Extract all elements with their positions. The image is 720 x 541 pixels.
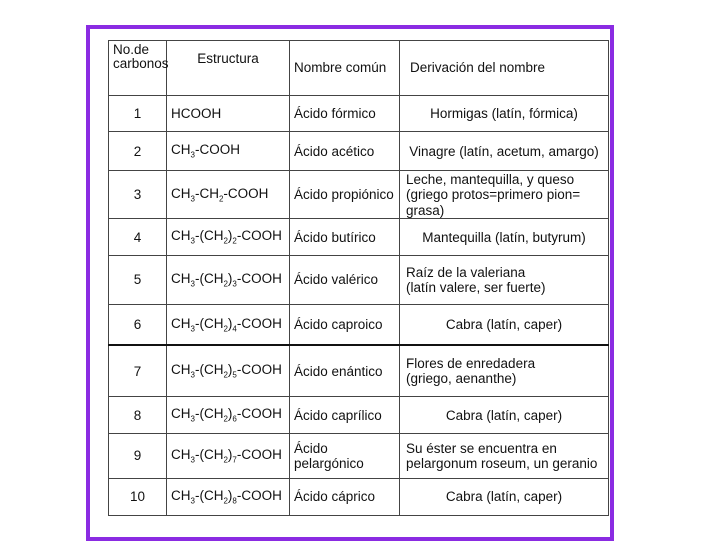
structure-text: -(CH [194, 487, 224, 503]
derivation-line: (griego protos=primero pion= grasa) [406, 187, 581, 218]
derivation-line: Cabra (latín, caper) [445, 489, 563, 505]
derivation-line: Cabra (latín, caper) [445, 407, 563, 423]
structure-subscript: 2 [218, 194, 224, 204]
structure-text: -COOH [194, 142, 240, 158]
common-name-cell: Ácido acético [290, 132, 400, 171]
structure-cell [167, 304, 290, 345]
structure-text: CH [171, 185, 191, 201]
carbon-count-cell: 1 [109, 96, 167, 132]
structure-text: -COOH [236, 447, 282, 463]
structure-text: -COOH [236, 406, 282, 422]
table-row [109, 345, 609, 396]
structure-cell [167, 256, 290, 304]
table-row [109, 397, 609, 434]
header-structure: Estructura [167, 41, 290, 96]
derivation-cell [400, 397, 609, 434]
structure-subscript: 3 [190, 415, 195, 425]
structure-text: -(CH [194, 447, 224, 463]
common-name-cell: Ácido caproico [290, 304, 400, 345]
structure-subscript: 3 [232, 279, 237, 289]
structure-subscript: 3 [190, 496, 195, 506]
derivation-cell [400, 304, 609, 345]
structure-text: -(CH [194, 228, 224, 244]
derivation-cell [400, 171, 609, 219]
structure-text: ) [227, 228, 233, 244]
common-name-cell: Ácido butírico [290, 219, 400, 256]
table-row [109, 96, 609, 132]
derivation-line: Su éster se encuentra en [406, 440, 557, 456]
structure-subscript: 2 [223, 324, 228, 334]
table-row [109, 256, 609, 304]
structure-subscript: 5 [232, 371, 237, 381]
structure-subscript: 3 [190, 371, 195, 381]
header-common-name: Nombre común [290, 41, 400, 96]
structure-text: -CH [194, 185, 219, 201]
derivation-cell [400, 256, 609, 304]
common-name-cell: Ácido caprílico [290, 397, 400, 434]
common-name-cell: Ácido valérico [290, 256, 400, 304]
structure-subscript: 3 [190, 324, 195, 334]
structure-text: -(CH [194, 271, 224, 287]
structure-cell [167, 434, 290, 478]
derivation-line: Vinagre (latín, acetum, amargo) [409, 143, 599, 159]
structure-text: CH [171, 362, 191, 378]
common-name-cell: Ácido cáprico [290, 478, 400, 515]
carbon-count-cell: 3 [109, 171, 167, 219]
structure-text: ) [227, 447, 233, 463]
structure-text: CH [171, 228, 191, 244]
structure-text: HCOOH [171, 105, 222, 121]
table-row [109, 132, 609, 171]
structure-text: -COOH [223, 185, 269, 201]
structure-subscript: 3 [190, 279, 195, 289]
structure-cell [167, 345, 290, 396]
header-derivation: Derivación del nombre [400, 41, 609, 96]
derivation-line: Leche, mantequilla, y queso [406, 171, 575, 187]
header-row [109, 41, 609, 96]
carbon-count-cell: 6 [109, 304, 167, 345]
common-name-cell: Ácido enántico [290, 345, 400, 396]
structure-text: CH [171, 142, 191, 158]
derivation-line: Raíz de la valeriana [406, 264, 526, 280]
structure-text: CH [171, 447, 191, 463]
derivation-cell [400, 132, 609, 171]
structure-subscript: 3 [190, 455, 195, 465]
structure-subscript: 2 [223, 371, 228, 381]
structure-subscript: 2 [223, 279, 228, 289]
structure-text: -COOH [236, 271, 282, 287]
derivation-line: Flores de enredadera [406, 355, 536, 371]
table-row [109, 171, 609, 219]
structure-cell [167, 397, 290, 434]
table-row [109, 434, 609, 478]
header-carbons: No.de carbonos [109, 41, 167, 96]
derivation-cell [400, 96, 609, 132]
derivation-line: (latín valere, ser fuerte) [406, 280, 546, 296]
common-name-cell: Ácido pelargónico [290, 434, 400, 478]
carbon-count-cell: 2 [109, 132, 167, 171]
derivation-cell [400, 219, 609, 256]
common-name-cell: Ácido fórmico [290, 96, 400, 132]
structure-cell [167, 96, 290, 132]
structure-cell [167, 219, 290, 256]
structure-text: -(CH [194, 406, 224, 422]
structure-subscript: 2 [223, 415, 228, 425]
structure-subscript: 3 [190, 194, 195, 204]
structure-subscript: 2 [223, 496, 228, 506]
structure-subscript: 4 [232, 324, 237, 334]
structure-subscript: 3 [190, 151, 195, 161]
structure-subscript: 2 [223, 455, 228, 465]
structure-subscript: 6 [232, 415, 237, 425]
derivation-line: Cabra (latín, caper) [445, 316, 563, 332]
table-row [109, 304, 609, 345]
carbon-count-cell: 7 [109, 345, 167, 396]
structure-subscript: 2 [232, 237, 237, 247]
structure-text: -COOH [236, 487, 282, 503]
derivation-line: (griego, aenanthe) [406, 371, 517, 387]
structure-subscript: 7 [232, 455, 237, 465]
structure-text: ) [227, 362, 233, 378]
structure-subscript: 8 [232, 496, 237, 506]
structure-cell [167, 478, 290, 515]
structure-text: -(CH [194, 315, 224, 331]
structure-text: ) [227, 315, 233, 331]
structure-text: -(CH [194, 362, 224, 378]
common-name-cell: Ácido propiónico [290, 171, 400, 219]
carbon-count-cell: 5 [109, 256, 167, 304]
slide-frame [86, 25, 614, 541]
derivation-line: pelargonum roseum, un geranio [406, 456, 598, 472]
structure-text: CH [171, 487, 191, 503]
derivation-cell [400, 345, 609, 396]
structure-text: CH [171, 406, 191, 422]
carbon-count-cell: 10 [109, 478, 167, 515]
table-row [109, 219, 609, 256]
structure-text: CH [171, 315, 191, 331]
derivation-cell [400, 434, 609, 478]
table-row [109, 478, 609, 515]
structure-subscript: 3 [190, 237, 195, 247]
table-body [109, 96, 609, 516]
structure-cell [167, 171, 290, 219]
carbon-count-cell: 9 [109, 434, 167, 478]
structure-text: -COOH [236, 362, 282, 378]
structure-text: ) [227, 406, 233, 422]
structure-subscript: 2 [223, 237, 228, 247]
structure-text: CH [171, 271, 191, 287]
carbon-count-cell: 8 [109, 397, 167, 434]
fatty-acids-table [108, 40, 609, 516]
structure-text: -COOH [236, 228, 282, 244]
derivation-line: Mantequilla (latín, butyrum) [422, 229, 586, 245]
structure-text: -COOH [236, 315, 282, 331]
structure-text: ) [227, 487, 233, 503]
structure-cell [167, 132, 290, 171]
structure-text: ) [227, 271, 233, 287]
derivation-line: Hormigas (latín, fórmica) [430, 105, 578, 121]
carbon-count-cell: 4 [109, 219, 167, 256]
derivation-cell [400, 478, 609, 515]
